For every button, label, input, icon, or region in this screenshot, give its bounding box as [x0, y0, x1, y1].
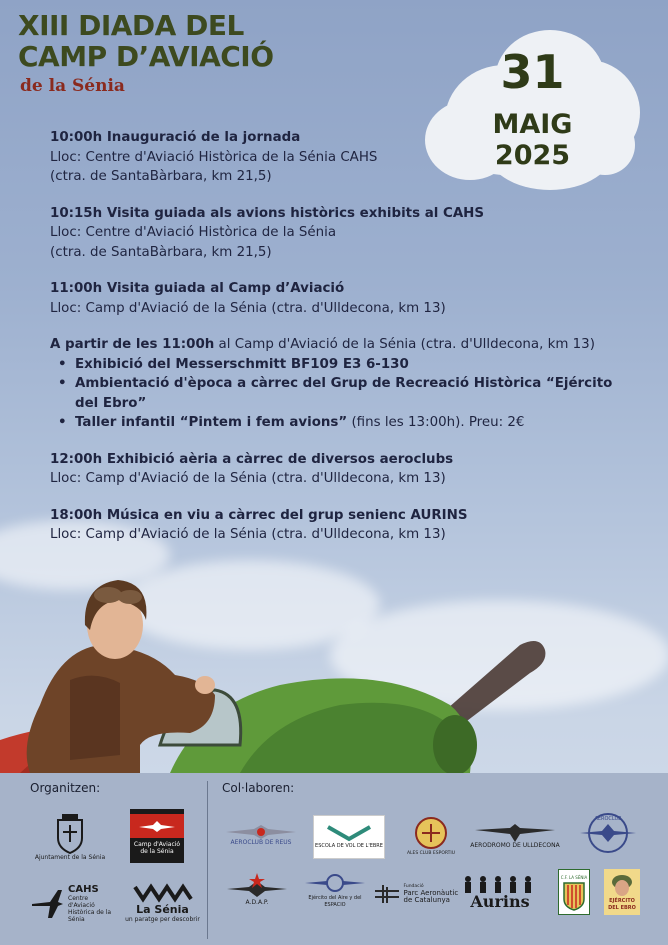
event-lead: A partir de les 11:00h: [50, 337, 215, 352]
event-title: 12:00h Exhibició aèria a càrrec de diversos aeroclubs: [50, 451, 454, 467]
event-title: 10:15h Visita guiada als avions històrics exhibits al CAHS: [50, 205, 485, 221]
logo-ejercito-ebro: [604, 869, 640, 915]
list-item: [58, 374, 620, 413]
logo-caption: ALES CLUB ESPORTIU: [406, 850, 456, 856]
logo-la-senia: [125, 878, 200, 928]
activity-detail: (fins les 13:00h). Preu: 2€: [347, 415, 525, 430]
logo-pre: Fundació: [403, 883, 424, 889]
biplane-icon: [373, 879, 401, 907]
event-title: 18:00h Música en viu a càrrec del grup senienc AURINS: [50, 507, 468, 523]
activity-list: [58, 355, 620, 433]
logo-caption: C.F. LA SÉNIA: [560, 874, 588, 880]
list-item: [58, 355, 620, 375]
logo-aurins: [455, 873, 545, 913]
event-item: [50, 335, 620, 433]
list-item: [58, 413, 620, 433]
logo-caption: Centre d'Aviació Històrica de la Sénia: [68, 894, 112, 923]
event-location: Lloc: Centre d'Aviació Històrica de la Sénia CAHS: [50, 149, 378, 165]
logo-caption: AEROCLUB DE REUS: [230, 838, 292, 846]
logo-caption: AERODROMO DE ULLDECONA: [470, 841, 560, 849]
logo-parc-aeronautic: [372, 871, 462, 915]
wings-icon: [475, 824, 555, 842]
logo-caption: un paratge per descobrir: [125, 916, 200, 923]
event-address: (ctra. de SantaBàrbara, km 21,5): [50, 244, 272, 260]
activity-label: Taller infantil “Pintem i fem avions”: [75, 415, 348, 430]
aviator-illustration: [0, 555, 668, 773]
logo-cahs: [28, 878, 118, 928]
logo-aeroclub: [577, 811, 639, 855]
program-schedule: [50, 128, 620, 562]
logo-ajuntament: [30, 805, 110, 867]
collaborators-label: Col·laboren:: [222, 781, 295, 795]
logo-title: La Sénia: [136, 903, 189, 916]
organizers-label: Organitzen:: [30, 781, 101, 795]
round-badge-icon: [578, 812, 638, 854]
shield-icon: [563, 881, 585, 911]
event-item: [50, 128, 620, 187]
event-item: [50, 450, 620, 489]
footer-divider: [207, 781, 208, 939]
event-address: (ctra. de SantaBàrbara, km 21,5): [50, 169, 272, 184]
event-location: Lloc: Camp d'Aviació de la Sénia (ctra. d'Ulldecona, km 13): [50, 300, 446, 316]
event-title: 10:00h Inauguració de la jornada: [50, 130, 301, 145]
date-day: 31: [500, 45, 565, 99]
event-lead-rest: al Camp d'Aviació de la Sénia (ctra. d'Ulldecona, km 13): [214, 337, 595, 352]
logo-caption: A.D.A.P.: [245, 898, 269, 906]
event-item: [50, 279, 620, 318]
logo-caption: Parc Aeronàutic de Catalunya: [403, 888, 459, 904]
logo-caption: Aurins: [470, 892, 530, 911]
title-line-1: XIII DIADA DEL: [18, 9, 244, 42]
event-title: 11:00h Visita guiada al Camp d’Aviació: [50, 281, 345, 296]
chevron-wings-icon: [326, 825, 372, 843]
event-location: Lloc: Camp d'Aviació de la Sénia (ctra. d'Ulldecona, km 13): [50, 527, 446, 542]
logo-title: CAHS: [68, 883, 99, 895]
title-line-2: CAMP D’AVIACIÓ: [18, 40, 274, 73]
event-item: [50, 204, 620, 263]
subtitle: de la Sénia: [20, 76, 125, 96]
logo-caption: Camp d'Aviació de la Sénia: [133, 841, 181, 855]
soldier-helmet-icon: [609, 872, 635, 898]
event-location: Lloc: Centre d'Aviació Històrica de la Sénia: [50, 225, 337, 240]
star-wings-icon: [227, 873, 287, 899]
logo-caption: Ajuntament de la Sénia: [34, 853, 106, 861]
date-year: 2025: [494, 140, 571, 171]
logo-ales-club: [405, 811, 457, 861]
logo-caption: Ejército del Aire y del ESPACIO: [308, 895, 362, 908]
logo-camp-aviacio: [130, 809, 184, 863]
air-force-icon: [305, 871, 365, 895]
logo-caption: EJÉRCITO DEL EBRO: [608, 898, 636, 911]
poster-title: [18, 10, 274, 96]
wings-icon: [226, 825, 296, 839]
logo-caption: ESCOLA DE VOL DE L'EBRE: [315, 842, 383, 849]
event-location: Lloc: Camp d'Aviació de la Sénia (ctra. d'Ulldecona, km 13): [50, 471, 446, 486]
sponsors-footer: [0, 773, 668, 945]
plane-tail-icon: [30, 886, 64, 920]
crest-icon: [55, 812, 85, 854]
logo-aerodromo-ulldecona: [470, 819, 560, 853]
emblem-icon: [414, 816, 448, 850]
band-silhouette-icon: [458, 875, 542, 893]
logo-ejercito-aire: [300, 868, 370, 912]
date-month: MAIG: [492, 109, 573, 140]
wing-badge-icon: [130, 814, 184, 838]
logo-caption: AEROCLUB: [594, 816, 622, 822]
logo-adap: [222, 868, 292, 910]
logo-aeroclub-reus: [222, 819, 300, 851]
activity-label: Ambientació d'època a càrrec del Grup de Recreació Històrica “Ejército del Ebro”: [75, 376, 613, 411]
logo-cf-la-senia: [558, 869, 590, 915]
activity-label: Exhibició del Messerschmitt BF109 E3 6-130: [75, 356, 409, 372]
waves-icon: [133, 883, 193, 903]
logo-escola-vol: [313, 815, 385, 859]
event-item: [50, 506, 620, 545]
